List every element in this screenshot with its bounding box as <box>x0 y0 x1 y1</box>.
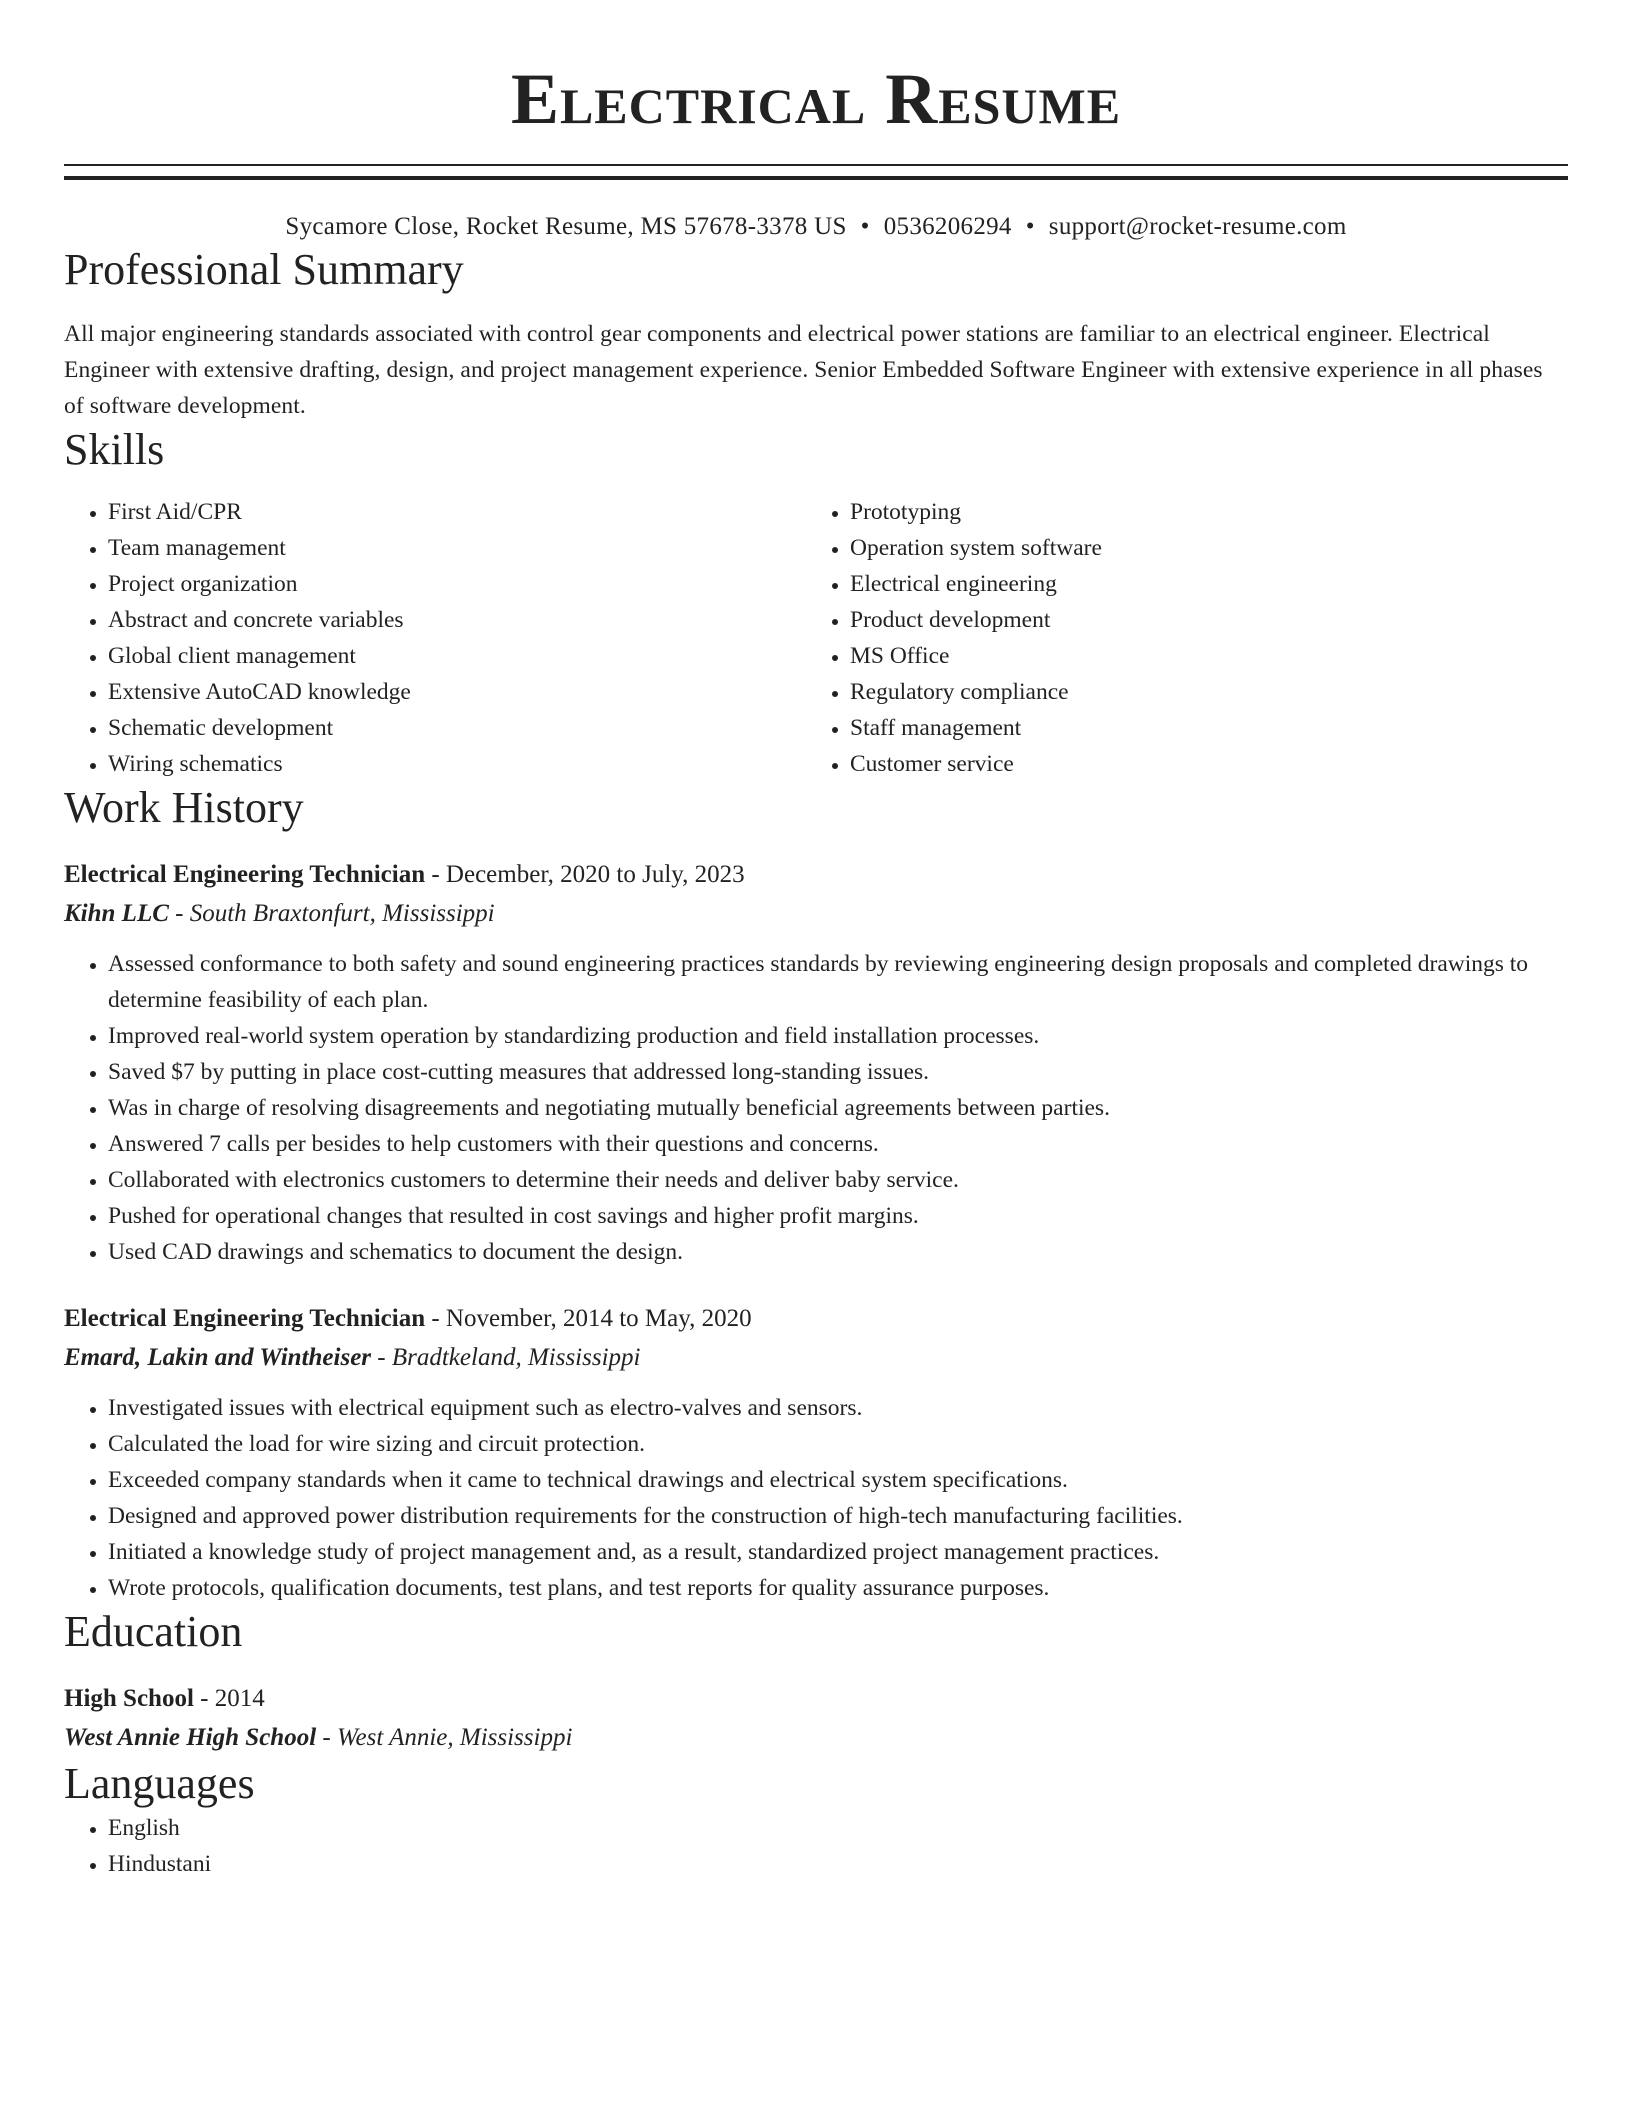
education-header <box>64 1680 1568 1718</box>
job-company: Emard, Lakin and Wintheiser <box>64 1344 372 1371</box>
contact-email: support@rocket-resume.com <box>1048 213 1347 240</box>
job-duty: • Improved real-world system operation by standardizing production and field installation processes. <box>108 1018 1568 1054</box>
job-duty: • Collaborated with electronics customers to determine their needs and deliver baby service. <box>108 1162 1568 1198</box>
bullet-separator: • <box>1025 213 1035 240</box>
job-entry <box>64 1300 1568 1606</box>
skill-item: • Global client management <box>108 638 806 674</box>
education-school: West Annie High School <box>64 1724 317 1751</box>
skill-item: • Prototyping <box>850 494 1548 530</box>
job-duty: • Used CAD drawings and schematics to document the design. <box>108 1234 1568 1270</box>
skill-item: • Staff management <box>850 710 1548 746</box>
job-header <box>64 856 1568 894</box>
job-duty: • Assessed conformance to both safety and sound engineering practices standards by reviewing engineering design proposals and completed drawings to determine feasibility of each plan. <box>108 946 1568 1018</box>
skills-columns <box>64 494 1568 782</box>
job-duty: • Pushed for operational changes that resulted in cost savings and higher profit margins. <box>108 1198 1568 1234</box>
contact-phone: 0536206294 <box>883 213 1012 240</box>
skill-item: • Wiring schematics <box>108 746 806 782</box>
contact-line <box>64 210 1568 244</box>
contact-address: Sycamore Close, Rocket Resume, MS 57678-3378 US <box>285 213 847 240</box>
skills-column-left <box>64 494 806 782</box>
skills-column-right <box>806 494 1548 782</box>
skill-item: • Customer service <box>850 746 1548 782</box>
resume-title: Electrical Resume <box>510 59 1122 139</box>
skills-list-left <box>64 494 806 782</box>
education-degree: High School <box>64 1685 194 1712</box>
summary-heading: Professional Summary <box>64 245 464 294</box>
job-duty: • Was in charge of resolving disagreements and negotiating mutually beneficial agreements between parties. <box>108 1090 1568 1126</box>
skill-item: • Electrical engineering <box>850 566 1548 602</box>
skill-item: • MS Office <box>850 638 1548 674</box>
job-duty: • Investigated issues with electrical equipment such as electro-valves and sensors. <box>108 1390 1568 1426</box>
title-double-rule <box>64 164 1568 180</box>
job-duty: • Calculated the load for wire sizing and circuit protection. <box>108 1426 1568 1462</box>
work-history-heading: Work History <box>64 783 304 832</box>
bullet-separator: • <box>860 213 870 240</box>
skill-item: • Team management <box>108 530 806 566</box>
job-role: Electrical Engineering Technician <box>64 1305 426 1332</box>
job-duties <box>64 946 1568 1270</box>
skill-item: • Regulatory compliance <box>850 674 1548 710</box>
job-duties <box>64 1390 1568 1606</box>
skill-item: • Product development <box>850 602 1548 638</box>
language-item: • Hindustani <box>108 1846 1568 1882</box>
skill-item: • Extensive AutoCAD knowledge <box>108 674 806 710</box>
education-institution <box>64 1718 1568 1758</box>
job-header <box>64 1300 1568 1338</box>
job-duty: • Wrote protocols, qualification documents, test plans, and test reports for quality assurance purposes. <box>108 1570 1568 1606</box>
job-role: Electrical Engineering Technician <box>64 861 426 888</box>
job-duty: • Exceeded company standards when it came to technical drawings and electrical system specifications. <box>108 1462 1568 1498</box>
skill-item: • Operation system software <box>850 530 1548 566</box>
skill-item: • Abstract and concrete variables <box>108 602 806 638</box>
skill-item: • Schematic development <box>108 710 806 746</box>
job-location: - Bradtkeland, Mississippi <box>371 1344 641 1371</box>
job-dates: - November, 2014 to May, 2020 <box>425 1305 752 1332</box>
job-duty: • Initiated a knowledge study of project management and, as a result, standardized project management practices. <box>108 1534 1568 1570</box>
job-company: Kihn LLC <box>64 900 169 927</box>
education-location: - West Annie, Mississippi <box>316 1724 573 1751</box>
job-duty: • Designed and approved power distribution requirements for the construction of high-tech manufacturing facilities. <box>108 1498 1568 1534</box>
languages-heading: Languages <box>64 1759 255 1808</box>
job-employer <box>64 1338 1568 1378</box>
education-entry <box>64 1680 1568 1758</box>
languages-list <box>64 1810 1568 1882</box>
job-entry <box>64 856 1568 1270</box>
skill-item: • Project organization <box>108 566 806 602</box>
job-location: - South Braxtonfurt, Mississippi <box>168 900 495 927</box>
skill-item: • First Aid/CPR <box>108 494 806 530</box>
job-duty: • Answered 7 calls per besides to help customers with their questions and concerns. <box>108 1126 1568 1162</box>
skills-list-right <box>806 494 1548 782</box>
education-year: - 2014 <box>193 1685 265 1712</box>
job-dates: - December, 2020 to July, 2023 <box>425 861 745 888</box>
job-duty: • Saved $7 by putting in place cost-cutting measures that addressed long-standing issues. <box>108 1054 1568 1090</box>
education-heading: Education <box>64 1607 243 1656</box>
job-employer <box>64 894 1568 934</box>
summary-text: All major engineering standards associated with control gear components and electrical power stations are familiar to an electrical engineer. Electrical Engineer with extensive drafting, design, and project management experience. Senior Embedded Software Engineer with extensive experience in all phases of software development. <box>64 321 1543 419</box>
skills-heading: Skills <box>64 425 165 474</box>
language-item: • English <box>108 1810 1568 1846</box>
